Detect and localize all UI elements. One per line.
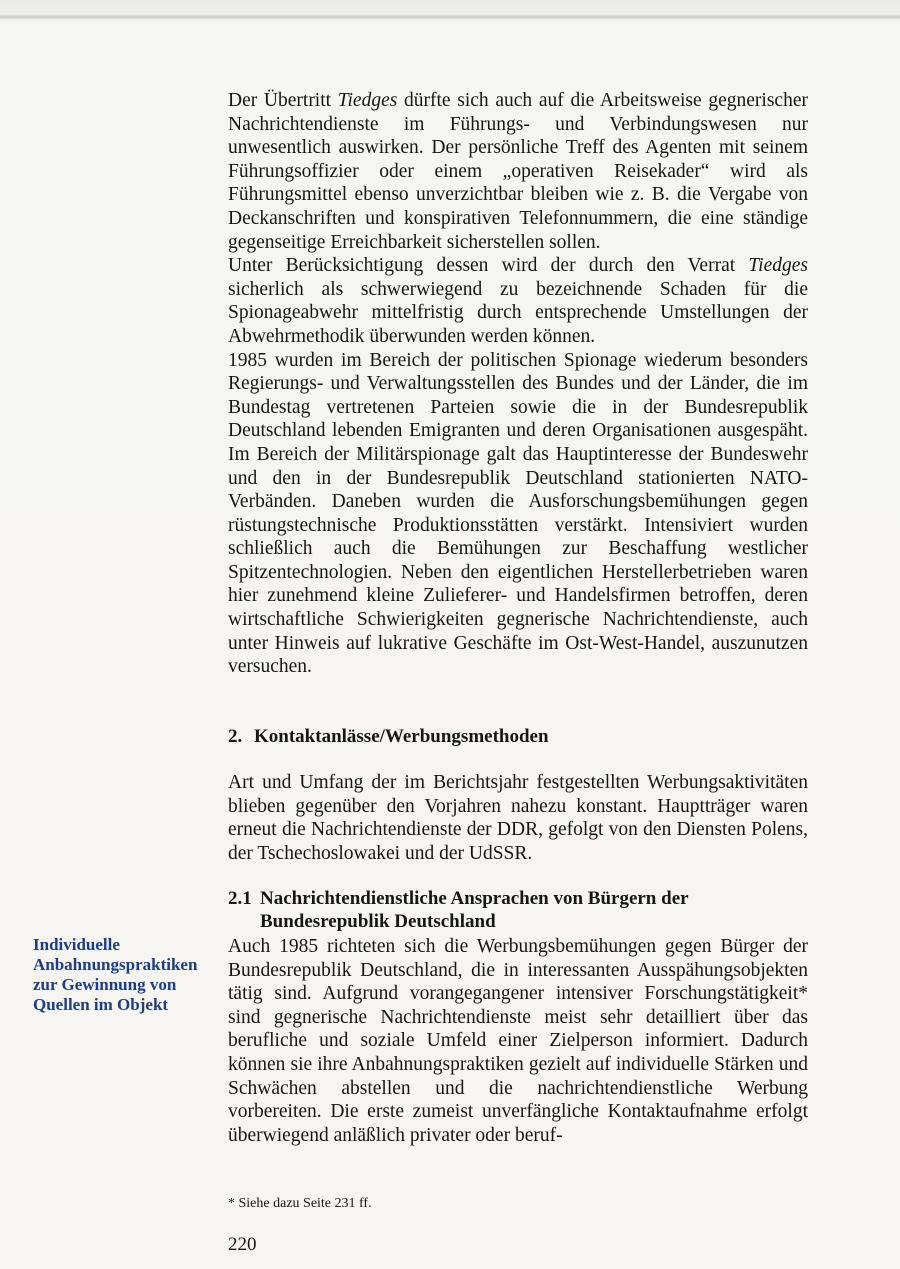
section-2-number: 2. [228, 726, 243, 747]
paragraph-2-text-b: sicherlich als schwerwiegend zu bezeichnende Schaden für die Spionageabwehr mittelfristig durch entsprechende Umstellungen der Abwehrmethodik überwunden werden können. [228, 278, 808, 347]
main-text-block [228, 89, 808, 679]
scan-edge-line [0, 14, 900, 20]
section-2-1-body [228, 935, 808, 1147]
page-number: 220 [228, 1234, 257, 1255]
paragraph-1-name: Tiedges [337, 90, 398, 111]
section-2-paragraph: Art und Umfang der im Berichtsjahr festgestellten Werbungsaktivitäten blieben gegenüber den Vorjahren nahezu konstant. Hauptträger waren erneut die Nachrichtendienste der DDR, gefolgt von den Diensten Polens, der Tschechoslowakei und der UdSSR. [228, 772, 808, 864]
margin-note: Individuelle Anbahnungspraktiken zur Gewinnung von Quellen im Objekt [33, 935, 198, 1014]
paragraph-2-text-a: Unter Berücksichtigung dessen wird der durch den Verrat [228, 255, 749, 277]
section-2-1-title-line-2: Bundesrepublik Deutschland [260, 911, 496, 932]
section-2-title: Kontaktanlässe/Werbungsmethoden [254, 726, 549, 747]
section-2-1-title-line-1: Nachrichtendienstliche Ansprachen von Bürgern der [260, 888, 689, 909]
paragraph-2 [228, 254, 808, 348]
paragraph-1-text-a: Der Übertritt [228, 90, 338, 111]
paragraph-1-text-b: dürfte sich auch auf die Arbeitsweise gegnerischer Nachrichtendienste im Führungs- und Verbindungswesen nur unwesentlich auswirken. Der persönliche Treff des Agenten mit seinem Führungsoffizier oder einem „operativen Reisekader“ wird als Führungsmittel ebenso unverzichtbar bleiben wie z. B. die Vergabe von Deckanschriften und konspirativen Telefonnummern, die eine ständige gegenseitige Erreichbarkeit sicherstellen sollen. [228, 90, 808, 253]
paragraph-2-name: Tiedges [748, 255, 808, 277]
section-2-body [228, 771, 808, 865]
section-2-1-heading [228, 887, 808, 933]
section-2-1-paragraph: Auch 1985 richteten sich die Werbungsbemühungen gegen Bürger der Bundesrepublik Deutschland, die in interessanten Ausspähungsobjekten tätig sind. Aufgrund vorangegangener intensiver Forschungstätigkeit* sind gegnerische Nachrichtendienste meist sehr detailliert über das berufliche und soziale Umfeld einer Zielperson informiert. Dadurch können sie ihre Anbahnungspraktiken gezielt auf individuelle Stärken und Schwächen abstellen und die nachrichtendienstliche Werbung vorbereiten. Die erste zumeist unverfängliche Kontaktaufnahme erfolgt überwiegend anläßlich privater oder beruf- [228, 936, 808, 1146]
footnote: * Siehe dazu Seite 231 ff. [228, 1196, 372, 1211]
section-2-heading [228, 725, 808, 749]
paragraph-3: 1985 wurden im Bereich der politischen Spionage wiederum besonders Regierungs- und Verwaltungsstellen des Bundes und der Länder, die im Bundestag vertretenen Parteien sowie die in der Bundesrepublik Deutschland lebenden Emigranten und deren Organisationen ausgespäht. Im Bereich der Militärspionage galt das Hauptinteresse der Bundeswehr und den in der Bundesrepublik Deutschland stationierten NATO-Verbänden. Daneben wurden die Ausforschungsbemühungen gegen rüstungstechnische Produktionsstätten verstärkt. Intensiviert wurden schließlich auch die Bemühungen zur Beschaffung westlicher Spitzentechnologien. Neben den eigentlichen Herstellerbetrieben waren hier zunehmend kleine Zulieferer- und Handelsfirmen betroffen, deren wirtschaftliche Schwierigkeiten gegnerische Nachrichtendienste, auch unter Hinweis auf lukrative Geschäfte im Ost-West-Handel, auszunutzen versuchen. [228, 349, 808, 678]
section-2-1-number: 2.1 [228, 888, 252, 909]
paragraph-1 [228, 89, 808, 254]
